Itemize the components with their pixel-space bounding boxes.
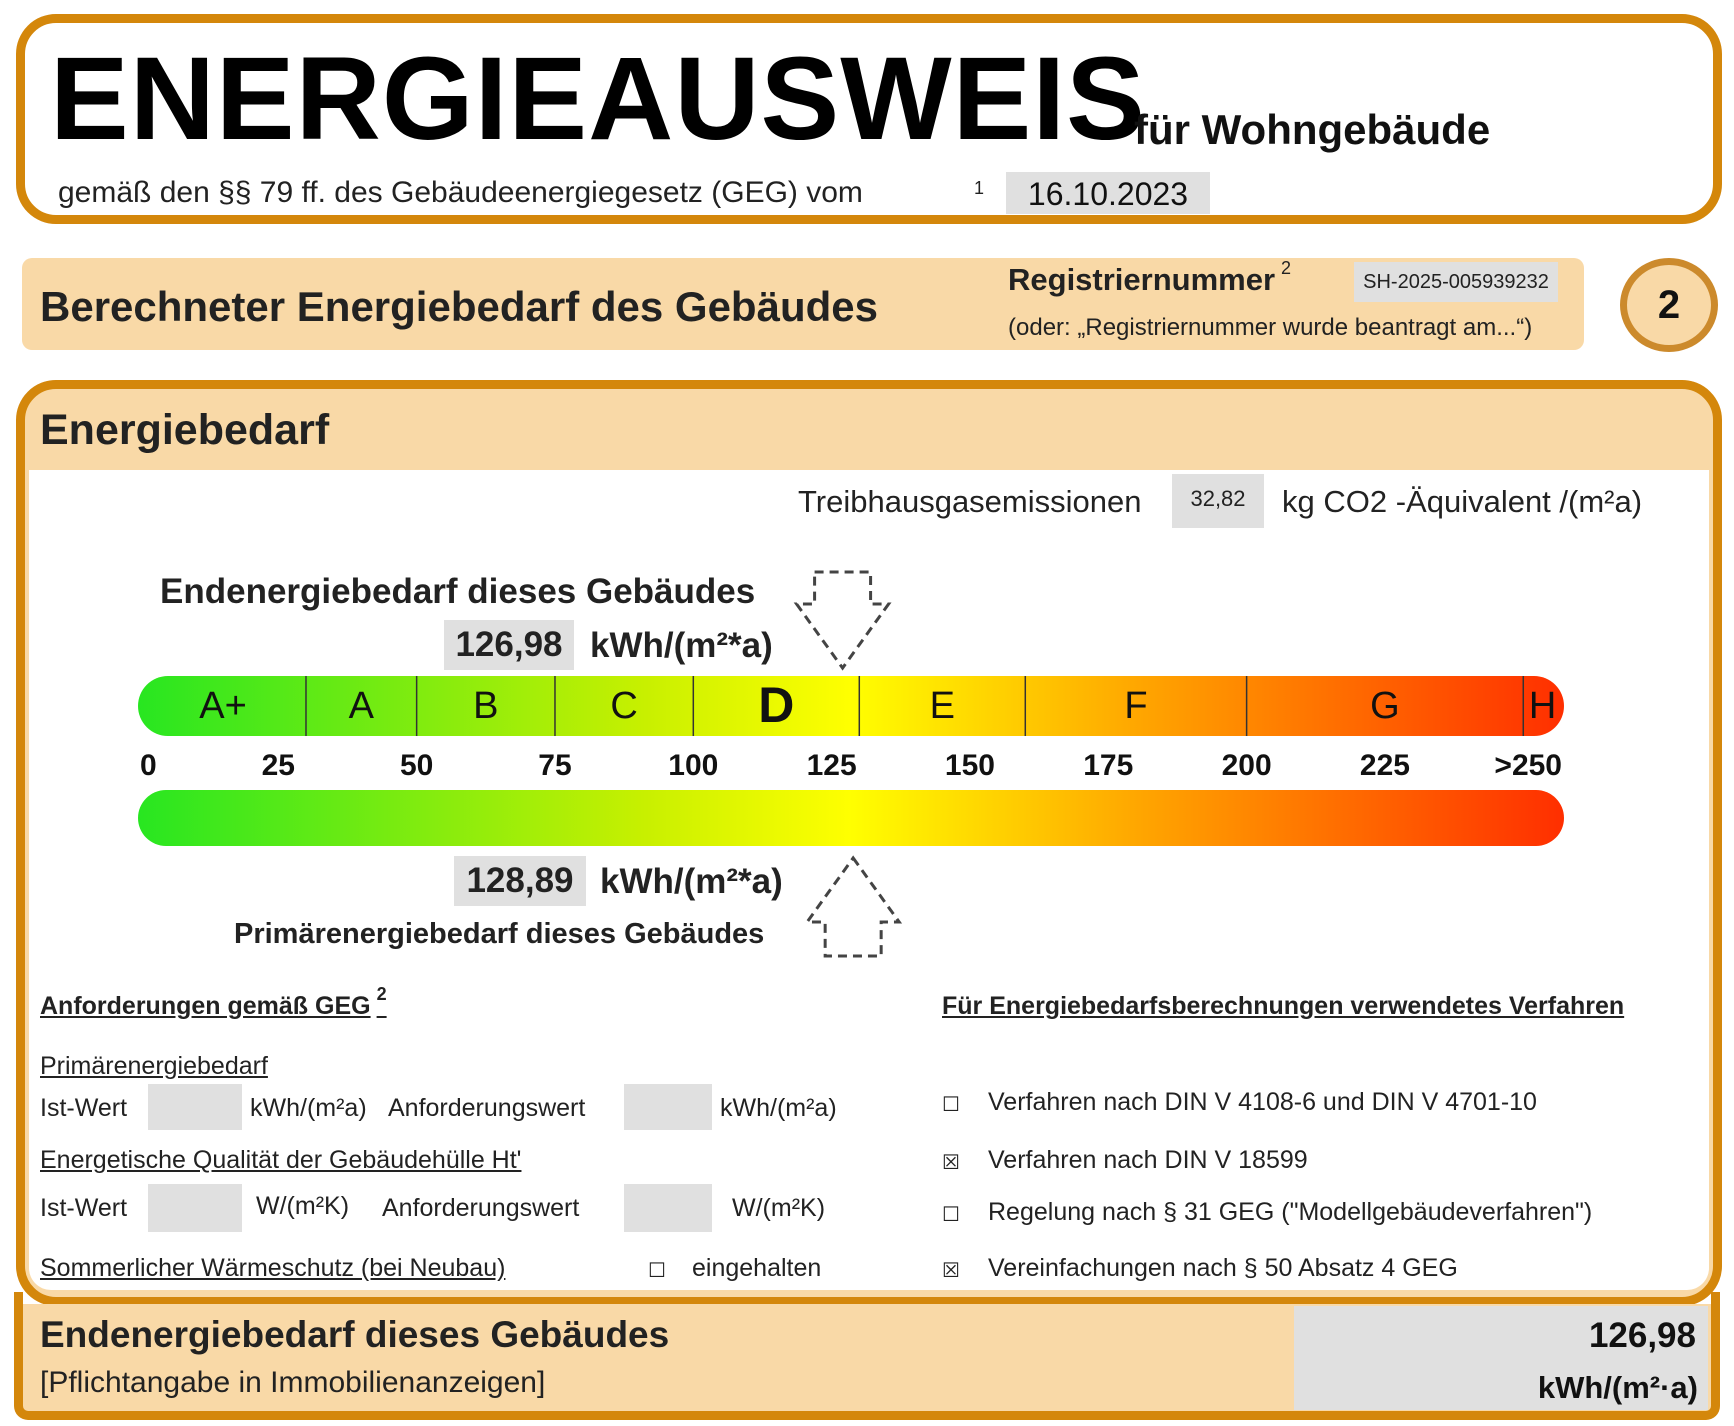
law-date-field: 16.10.2023 [1006,172,1210,214]
class-scale-bar [120,676,1580,736]
procedure-heading: Für Energiebedarfsberechnungen verwendetes Verfahren [942,992,1625,1020]
primary-energy-value-field: 128,89 [454,856,586,906]
tick-label: 75 [538,749,572,782]
class-label: D [758,677,795,733]
tick-label: 225 [1359,749,1410,782]
class-label: G [1370,685,1400,727]
summer-protection-value: eingehalten [692,1254,822,1282]
procedure-label-simplifications: Vereinfachungen nach § 50 Absatz 4 GEG [988,1254,1458,1282]
continuous-scale-bar [120,790,1580,846]
end-energy-label: Endenergiebedarf dieses Gebäudes [160,572,756,611]
registration-number-field: SH-2025-005939232 [1354,262,1558,302]
summer-protection-checkbox[interactable]: ☐ [648,1260,666,1282]
summer-protection-label: Sommerlicher Wärmeschutz (bei Neubau) [40,1254,506,1282]
requirements-footnote: 2 [376,984,387,1004]
tick-label: 50 [399,749,434,782]
bottom-end-energy-value: 126,98 [1588,1316,1696,1355]
tick-label: 125 [806,749,857,782]
primary-requirement-field[interactable] [624,1084,712,1130]
registration-hint: (oder: „Registriernummer wurde beantragt am...“) [1008,314,1533,341]
class-label: B [473,685,499,727]
end-energy-unit: kWh/(m²*a) [590,626,773,665]
tick-label: 175 [1083,749,1134,782]
end-energy-arrow-icon [797,572,889,668]
primary-ist-field[interactable] [148,1084,242,1130]
primary-ist-label: Ist-Wert [40,1094,128,1122]
class-label: H [1528,685,1557,727]
primary-energy-label: Primärenergiebedarf dieses Gebäudes [234,918,765,950]
tick-label: 200 [1221,749,1272,782]
tick-label: >250 [1494,749,1562,782]
envelope-requirement-unit: W/(m²K) [732,1194,826,1222]
requirements-heading-text: Anforderungen gemäß GEG [40,992,371,1020]
procedure-checkbox-simplifications[interactable]: ☒ [942,1260,960,1282]
tick-label: 100 [668,749,719,782]
document-title: ENERGIEAUSWEIS [50,33,1146,165]
procedure-label-model-building: Regelung nach § 31 GEG ("Modellgebäudeverfahren") [988,1198,1593,1226]
envelope-heading: Energetische Qualität der Gebäudehülle Ht' [40,1146,522,1174]
envelope-ist-unit: W/(m²K) [256,1192,350,1220]
footnote-marker: 1 [974,178,985,198]
class-label: F [1124,685,1148,727]
ghg-label: Treibhausgasemissionen [798,484,1142,519]
envelope-ist-field[interactable] [148,1184,242,1232]
law-reference: gemäß den §§ 79 ff. des Gebäudeenergiegesetz (GEG) vom [58,176,863,209]
envelope-requirement-field[interactable] [624,1184,712,1232]
procedure-label-din-4108: Verfahren nach DIN V 4108-6 und DIN V 4701-10 [988,1088,1537,1116]
end-energy-value-field: 126,98 [444,620,574,670]
registration-label-text: Registriernummer [1008,262,1276,297]
class-label: A [348,685,375,727]
section-title: Berechneter Energiebedarf des Gebäudes [40,283,878,330]
procedure-checkbox-model-building[interactable]: ☐ [942,1204,960,1226]
envelope-ist-label: Ist-Wert [40,1194,128,1222]
bottom-end-energy-unit: kWh/(m²·a) [1537,1370,1698,1405]
document-subtitle: für Wohngebäude [1134,106,1491,153]
tick-label: 0 [140,749,157,782]
procedure-checkbox-din-18599[interactable]: ☒ [942,1152,960,1174]
primary-requirement-unit: kWh/(m²a) [720,1094,837,1122]
envelope-requirement-label: Anforderungswert [382,1194,580,1222]
page-number-badge: 2 [1620,258,1718,352]
requirements-heading [40,984,387,1021]
ghg-value-field: 32,82 [1172,474,1264,528]
procedure-checkbox-din-4108[interactable]: ☐ [942,1094,960,1116]
primary-requirement-label: Anforderungswert [388,1094,586,1122]
tick-labels [140,749,1562,782]
class-label: E [929,685,955,727]
class-label: C [610,685,638,727]
class-label: A+ [199,685,247,727]
primary-ist-unit: kWh/(m²a) [250,1094,367,1122]
primary-energy-unit: kWh/(m²*a) [600,862,783,901]
energy-section-title: Energiebedarf [40,406,330,454]
tick-label: 25 [261,749,296,782]
bottom-note: [Pflichtangabe in Immobilienanzeigen] [40,1366,546,1399]
primary-requirement-heading: Primärenergiebedarf [40,1052,268,1080]
procedure-label-din-18599: Verfahren nach DIN V 18599 [988,1146,1308,1174]
bottom-title: Endenergiebedarf dieses Gebäudes [40,1314,670,1355]
tick-label: 150 [944,749,995,782]
ghg-unit: kg CO2 -Äquivalent /(m²a) [1282,484,1643,519]
primary-energy-arrow-icon [807,858,899,956]
registration-footnote: 2 [1281,258,1292,278]
